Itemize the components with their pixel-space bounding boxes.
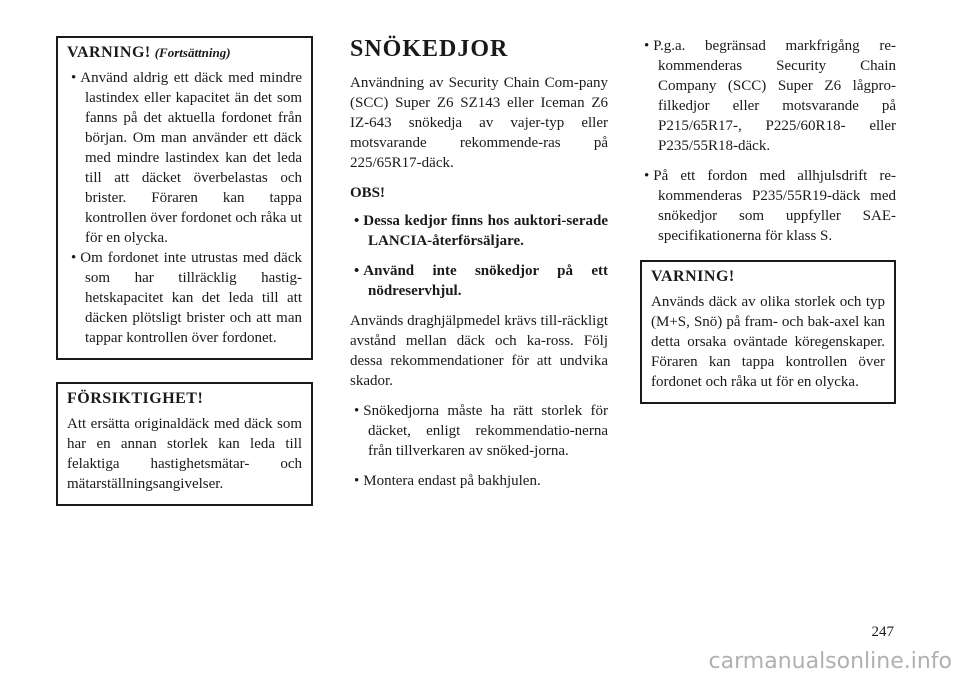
warning-box-continued xyxy=(56,36,313,360)
warning-text: Används däck av olika storlek och typ (M+S, Snö) på fram- och bak-axel kan detta orsaka oväntade köregenskaper. Föraren kan tappa kontrollen över fordonet och råka ut för en olycka. xyxy=(651,294,885,390)
caution-text: Att ersätta originaldäck med däck som har en annan storlek kan leda till felaktiga hastighetsmätar- och mätarställningsangivelser. xyxy=(67,416,302,492)
warning-subtitle: (Fortsättning) xyxy=(154,45,231,60)
chain-list xyxy=(350,401,608,491)
warning-title xyxy=(67,44,302,62)
warning-title-text: VARNING! xyxy=(67,44,151,61)
warning-list xyxy=(67,68,302,348)
section-heading: SNÖKEDJOR xyxy=(350,36,509,62)
obs-item: • Dessa kedjor finns hos auktori-serade LANCIA-återförsäljare. xyxy=(350,211,608,251)
page-number: 247 xyxy=(871,624,894,640)
column-right xyxy=(640,36,896,404)
column-middle xyxy=(350,36,608,501)
warning-title: VARNING! xyxy=(651,268,735,285)
obs-list xyxy=(350,211,608,301)
caution-box xyxy=(56,382,313,506)
obs-label: OBS! xyxy=(350,185,386,201)
warning-item: • Om fordonet inte utrustas med däck som har tillräcklig hastig-hetskapacitet kan det leda till att däcken plötsligt brister och att man tappar kontrollen över fordonet. xyxy=(67,248,302,348)
warning-item: • Använd aldrig ett däck med mindre lastindex eller kapacitet än det som fanns på det aktuella fordonet från början. Om man använder ett däck med mindre lastindex kan det leda till att däcket överbelastas och brister. Föraren kan tappa kontrollen över fordonet och råka ut för en olycka. xyxy=(67,68,302,248)
recommendation-item: • P.g.a. begränsad markfrigång re-kommenderas Security Chain Company (SCC) Super Z6 lågpro-filkedjor eller motsvarande på P215/65R17-, P225/60R18- eller P235/55R18-däck. xyxy=(640,36,896,156)
recommendation-list xyxy=(640,36,896,246)
recommendation-item: • På ett fordon med allhjulsdrift re-kommenderas P235/55R19-däck med snökedjor som uppfyller SAE-specifikationerna för klass S. xyxy=(640,166,896,246)
intro-paragraph: Användning av Security Chain Com-pany (SCC) Super Z6 SZ143 eller Iceman Z6 IZ-643 snökedja av vajer-typ eller motsvarande rekommende-ras på 225/65R17-däck. xyxy=(350,75,608,171)
footer-watermark: carmanualsonline.info xyxy=(708,649,952,674)
obs-item: • Använd inte snökedjor på ett nödreservhjul. xyxy=(350,261,608,301)
chain-item: • Montera endast på bakhjulen. xyxy=(350,471,608,491)
caution-title: FÖRSIKTIGHET! xyxy=(67,390,204,407)
column-left xyxy=(56,36,313,506)
traction-paragraph: Används draghjälpmedel krävs till-räckligt avstånd mellan däck och ka-ross. Följ dessa rekommendationer för att undvika skador. xyxy=(350,313,608,389)
warning-box xyxy=(640,260,896,404)
chain-item: • Snökedjorna måste ha rätt storlek för däcket, enligt rekommendatio-nerna från tillverkaren av snöked-jorna. xyxy=(350,401,608,461)
